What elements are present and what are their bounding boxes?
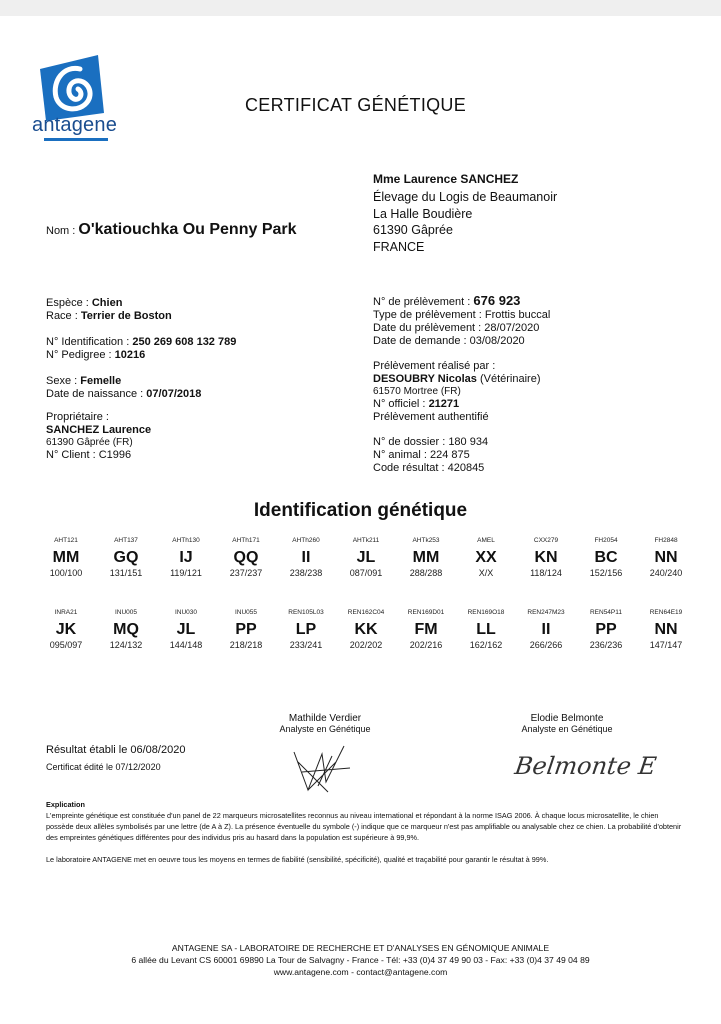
marker-name: AHT121	[54, 537, 78, 544]
marker-name: AHTh171	[232, 537, 260, 544]
vet-name: DESOUBRY Nicolas	[373, 373, 477, 385]
logo-wordmark: antagene	[32, 114, 118, 136]
marker-name: AHTh130	[172, 537, 200, 544]
vet-role: (Vétérinaire)	[476, 373, 541, 385]
genotype-cell	[456, 537, 516, 578]
owner-address	[373, 189, 557, 255]
allele-code: PP	[235, 621, 257, 638]
sample-details	[373, 294, 693, 475]
genotype-cell	[156, 537, 216, 578]
sex-label: Sexe :	[46, 375, 81, 387]
marker-name: AMEL	[477, 537, 495, 544]
genotype-cell	[516, 609, 576, 650]
sample-type: Type de prélèvement : Frottis buccal	[373, 309, 551, 321]
explanation	[46, 799, 686, 865]
analyst-1-role: Analyste en Génétique	[279, 724, 371, 734]
official-number-value: 21271	[428, 398, 460, 410]
marker-name: REN162C04	[347, 609, 385, 616]
allele-sizes: 240/240	[649, 568, 683, 578]
sample-number-value: 676 923	[473, 293, 521, 308]
allele-code: KN	[534, 549, 558, 566]
species-label: Espèce :	[46, 297, 92, 309]
certificate-title: CERTIFICAT GÉNÉTIQUE	[245, 95, 467, 115]
pedigree-row	[46, 349, 346, 362]
allele-code: BC	[594, 549, 618, 566]
allele-code: II	[301, 549, 311, 566]
marker-name: INU030	[174, 609, 198, 616]
animal-number: N° animal : 224 875	[373, 449, 470, 461]
official-number-label: N° officiel :	[373, 398, 429, 410]
marker-name: INU055	[234, 609, 258, 616]
footer-address: 6 allée du Levant CS 60001 69890 La Tour de Salvagny - France - Tél: +33 (0)4 37 49 90 03 - Fax: +33 (0)4 37 49 04 89	[131, 955, 590, 965]
owner-label: Propriétaire :	[46, 411, 109, 423]
identification-label: N° Identification :	[46, 336, 133, 348]
allele-code: MQ	[113, 621, 139, 638]
genotype-cell	[336, 609, 396, 650]
allele-code: IJ	[179, 549, 193, 566]
birthdate-row	[46, 388, 346, 401]
allele-sizes: 118/124	[530, 568, 562, 578]
marker-name: AHT137	[114, 537, 138, 544]
allele-sizes: 162/162	[469, 640, 503, 650]
footer-lab: ANTAGENE SA - LABORATOIRE DE RECHERCHE ET D'ANALYSES EN GÉNOMIQUE ANIMALE	[171, 943, 550, 953]
owner-address-line: 61390 Gâprée	[373, 223, 453, 237]
allele-sizes: 124/132	[109, 640, 143, 650]
allele-code: MM	[412, 549, 440, 566]
allele-sizes: 202/216	[409, 640, 443, 650]
genotype-cell	[576, 537, 636, 578]
dog-name	[46, 220, 316, 240]
breed-row	[46, 310, 346, 323]
owner-name: SANCHEZ Laurence	[46, 424, 152, 436]
footer	[0, 942, 721, 978]
allele-code: MM	[52, 549, 80, 566]
allele-sizes: 236/236	[589, 640, 623, 650]
marker-name: REN169D01	[407, 609, 445, 616]
identification-row	[46, 336, 346, 349]
allele-code: JK	[55, 621, 77, 638]
vet-row	[373, 373, 693, 386]
allele-sizes: 095/097	[49, 640, 83, 650]
birthdate-label: Date de naissance :	[46, 388, 147, 400]
allele-sizes: 218/218	[229, 640, 263, 650]
allele-sizes: 131/151	[109, 568, 143, 578]
genotype-cell	[216, 609, 276, 650]
genotype-cell	[276, 537, 336, 578]
sample-date: Date du prélèvement : 28/07/2020	[373, 322, 540, 334]
marker-name: REN169O18	[467, 609, 505, 616]
marker-name: INU005	[114, 609, 138, 616]
genotype-cell	[156, 609, 216, 650]
genotype-cell	[216, 537, 276, 578]
genotype-cell	[396, 609, 456, 650]
breed-label: Race :	[46, 310, 81, 322]
genotype-row-1	[36, 537, 696, 578]
allele-sizes: 202/202	[349, 640, 383, 650]
top-bar	[0, 0, 721, 16]
genotype-cell	[456, 609, 516, 650]
sample-number-row	[373, 294, 693, 309]
marker-name: AHTh260	[292, 537, 320, 544]
allele-code: XX	[475, 549, 497, 566]
allele-sizes: 119/121	[170, 568, 202, 578]
species-row	[46, 297, 346, 310]
animal-details	[46, 297, 346, 462]
allele-code: JL	[356, 549, 376, 566]
allele-code: II	[541, 621, 551, 638]
allele-sizes: 152/156	[589, 568, 623, 578]
file-number: N° de dossier : 180 934	[373, 436, 489, 448]
allele-sizes: 237/237	[229, 568, 263, 578]
analyst-1-name: Mathilde Verdier	[288, 713, 362, 724]
owner-address-line: FRANCE	[373, 239, 425, 254]
allele-sizes: 233/241	[289, 640, 323, 650]
allele-code: QQ	[233, 549, 259, 566]
analyst-2-signature: Belmonte E	[513, 752, 659, 780]
sex-row	[46, 375, 346, 388]
certificate-edited: Certificat édité le 07/12/2020	[46, 762, 161, 772]
request-date: Date de demande : 03/08/2020	[373, 335, 525, 347]
marker-name: REN64E19	[649, 609, 683, 616]
allele-sizes: X/X	[478, 568, 494, 578]
birthdate-value: 07/07/2018	[146, 388, 202, 400]
species-value: Chien	[91, 297, 123, 309]
marker-name: REN105L03	[288, 609, 324, 616]
owner-address-line: Élevage du Logis de Beaumanoir	[373, 190, 558, 204]
analyst-1-signature	[288, 742, 358, 798]
result-code: Code résultat : 420845	[373, 462, 485, 474]
allele-code: NN	[654, 549, 678, 566]
genotype-cell	[636, 537, 696, 578]
sex-value: Femelle	[80, 375, 122, 387]
allele-sizes: 147/147	[649, 640, 683, 650]
analyst-2-role: Analyste en Génétique	[521, 724, 613, 734]
allele-code: GQ	[113, 549, 139, 566]
allele-sizes: 100/100	[49, 568, 83, 578]
owner-address-line: La Halle Boudière	[373, 206, 473, 221]
allele-sizes: 087/091	[349, 568, 383, 578]
result-established: Résultat établi le 06/08/2020	[46, 744, 186, 756]
marker-name: FH2054	[594, 537, 618, 544]
marker-name: FH2848	[654, 537, 678, 544]
dog-name-label: Nom :	[46, 225, 79, 237]
explanation-paragraph-1: L'empreinte génétique est constituée d'un panel de 22 marqueurs microsatellites reconnus au niveau international et répondant à la norme ISAG 2006. À chaque locus microsatellite, le chien possède deux allèles symbolisés par une lettre (de A à Z). La présence éventuelle du symbole (-) indique que ce marqueur n'est pas amplifiable ou analysable chez ce chien. La probabilité d'obtenir des empreintes génétiques différentes pour des individus pris au hasard dans la population est supérieure à 99,9%.	[46, 811, 682, 842]
genotype-cell	[96, 537, 156, 578]
allele-code: LL	[476, 621, 496, 638]
allele-code: LP	[295, 621, 317, 638]
genotype-cell	[36, 609, 96, 650]
marker-name: REN247M23	[527, 609, 565, 616]
sampler-label: Prélèvement réalisé par :	[373, 360, 496, 372]
marker-name: AHTk211	[352, 537, 380, 544]
pedigree-value: 10216	[114, 349, 146, 361]
allele-code: FM	[414, 621, 438, 638]
authenticated-note: Prélèvement authentifié	[373, 411, 489, 423]
explanation-title: Explication	[46, 800, 85, 809]
genotype-cell	[336, 537, 396, 578]
marker-name: AHTk253	[412, 537, 440, 544]
genetic-title: Identification génétique	[253, 500, 468, 521]
genotype-cell	[36, 537, 96, 578]
official-number-row	[373, 398, 693, 411]
allele-code: PP	[595, 621, 617, 638]
genotype-cell	[96, 609, 156, 650]
analyst-2-block	[492, 713, 642, 734]
genotype-cell	[276, 609, 336, 650]
allele-sizes: 144/148	[169, 640, 203, 650]
allele-code: NN	[654, 621, 678, 638]
footer-contact: www.antagene.com - contact@antagene.com	[273, 967, 448, 977]
genotype-row-2	[36, 609, 696, 650]
allele-sizes: 266/266	[529, 640, 563, 650]
identification-value: 250 269 608 132 789	[132, 336, 237, 348]
explanation-paragraph-2: Le laboratoire ANTAGENE met en oeuvre tous les moyens en termes de fiabilité (sensibilité, spécificité), qualité et traçabilité pour garantir le résultat à 99%.	[46, 855, 549, 864]
sample-number-label: N° de prélèvement :	[373, 296, 474, 308]
genotype-cell	[636, 609, 696, 650]
allele-sizes: 238/238	[289, 568, 323, 578]
logo-underline	[44, 138, 108, 141]
owner-address-name: Mme Laurence SANCHEZ	[373, 172, 519, 186]
pedigree-label: N° Pedigree :	[46, 349, 115, 361]
genotype-cell	[576, 609, 636, 650]
owner-client: N° Client : C1996	[46, 449, 132, 461]
owner-city: 61390 Gâprée (FR)	[46, 437, 133, 448]
allele-sizes: 288/288	[409, 568, 443, 578]
marker-name: CXX279	[533, 537, 559, 544]
breed-value: Terrier de Boston	[80, 310, 172, 322]
allele-code: KK	[354, 621, 378, 638]
allele-code: JL	[176, 621, 196, 638]
genotype-cell	[396, 537, 456, 578]
genotype-cell	[516, 537, 576, 578]
analyst-2-name: Elodie Belmonte	[530, 713, 604, 724]
marker-name: REN54P11	[589, 609, 623, 616]
dog-name-value: O'katiouchka Ou Penny Park	[78, 221, 297, 238]
analyst-1-block	[250, 713, 400, 734]
vet-address: 61570 Mortree (FR)	[373, 386, 461, 397]
marker-name: INRA21	[54, 609, 78, 616]
